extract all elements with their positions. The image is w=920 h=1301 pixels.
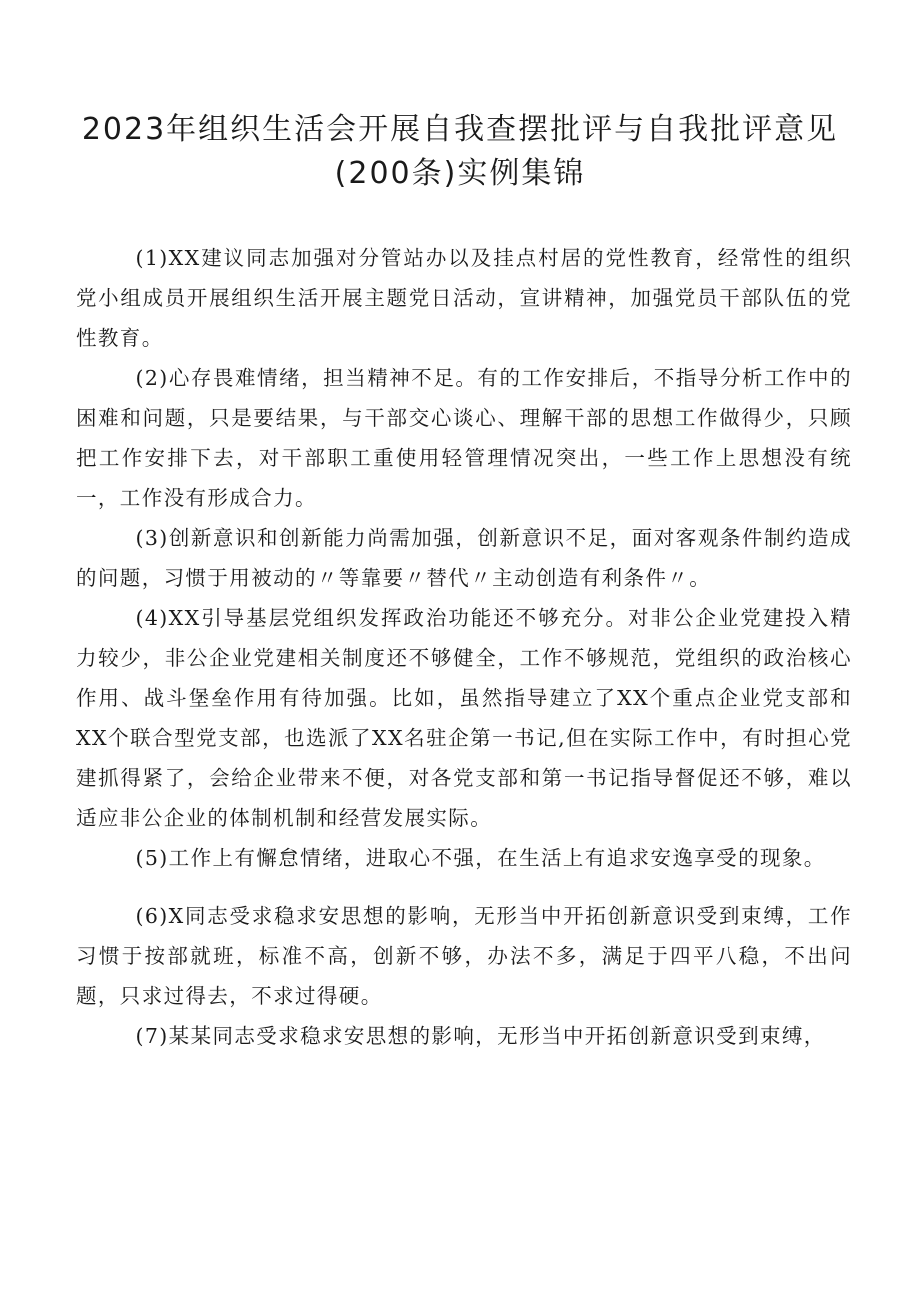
paragraph-7: (7)某某同志受求稳求安思想的影响，无形当中开拓创新意识受到束缚，: [135, 1024, 826, 1048]
paragraph-4: (4)XX引导基层党组织发挥政治功能还不够充分。对非公企业党建投入精力较少，非公企业党建相关制度还不够健全，工作不够规范，党组织的政治核心作用、战斗堡垒作用有待加强。比如，虽然指导建立了XX个重点企业党支部和XX个联合型党支部，也选派了XX名驻企第一书记,但在实际工作中，有时担心党建抓得紧了，会给企业带来不便，对各党支部和第一书记指导督促还不够，难以适应非公企业的体制机制和经营发展实际。: [76, 606, 852, 830]
document-title: 2023年组织生活会开展自我查摆批评与自我批评意见(200条)实例集锦: [81, 112, 839, 191]
document-body: [76, 238, 852, 1056]
paragraph-2: (2)心存畏难情绪，担当精神不足。有的工作安排后，不指导分析工作中的困难和问题，只是要结果，与干部交心谈心、理解干部的思想工作做得少，只顾把工作安排下去，对干部职工重使用轻管理情况突出，一些工作上思想没有统一，工作没有形成合力。: [76, 366, 852, 510]
paragraph-1: (1)XX建议同志加强对分管站办以及挂点村居的党性教育，经常性的组织党小组成员开展组织生活开展主题党日活动，宣讲精神，加强党员干部队伍的党性教育。: [76, 246, 852, 350]
paragraph-5: (5)工作上有懈怠情绪，进取心不强，在生活上有追求安逸享受的现象。: [135, 846, 826, 870]
paragraph-3: (3)创新意识和创新能力尚需加强，创新意识不足，面对客观条件制约造成的问题，习惯于用被动的〃等靠要〃替代〃主动创造有利条件〃。: [76, 526, 852, 590]
paragraph-6: (6)X同志受求稳求安思想的影响，无形当中开拓创新意识受到束缚，工作习惯于按部就班，标准不高，创新不够，办法不多，满足于四平八稳，不出问题，只求过得去，不求过得硬。: [76, 904, 852, 1008]
